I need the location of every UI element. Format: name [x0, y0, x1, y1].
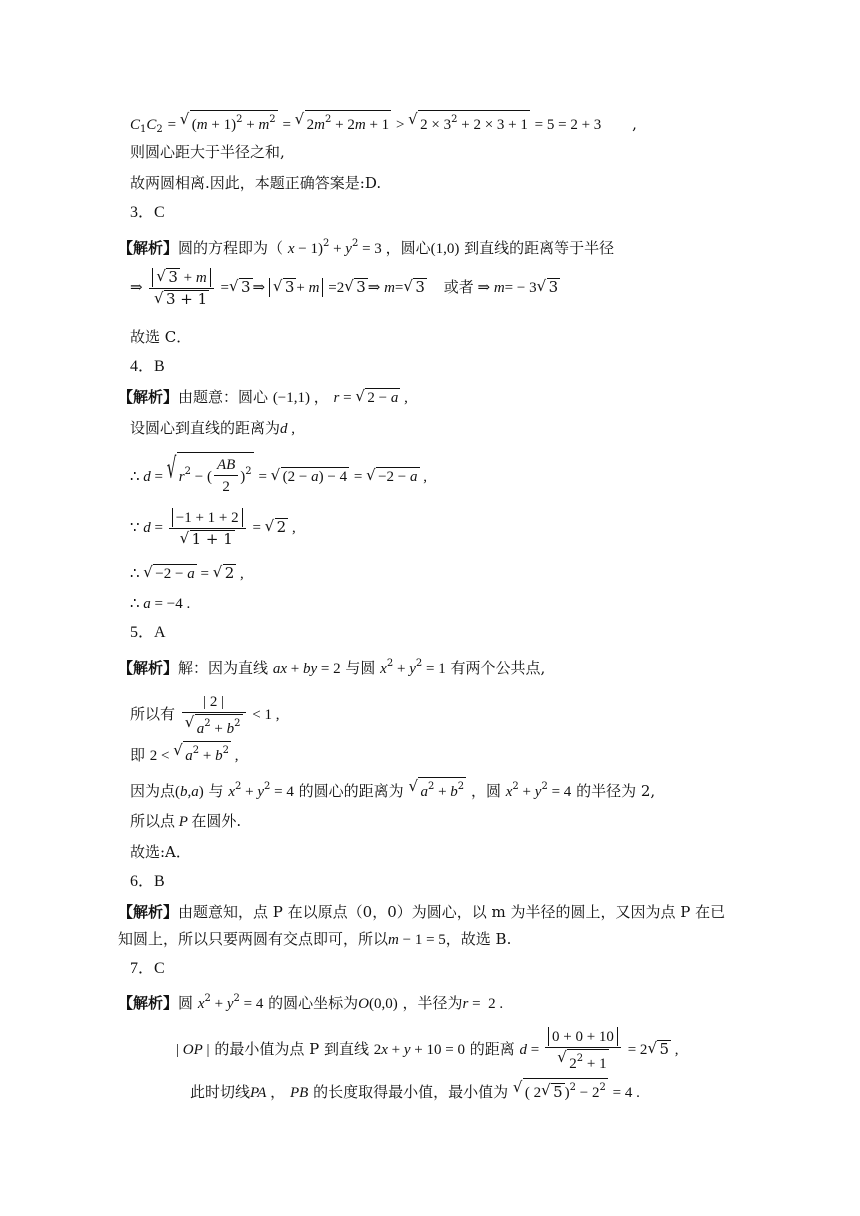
formula-line: ∵ d = −1 + 1 + 2 √ 1 + 1 = √ 2 ,	[130, 508, 296, 548]
formula-line: ∴ d = √ $r^2$ − ( $\frac{AB}{2}$ )$^2$ = √ (2 − a) − 4 = √ −2 − a ,	[130, 452, 427, 496]
question-number: 5．A	[130, 624, 166, 641]
formula-line: 此时切线PA ， PB 的长度取得最小值，最小值为 √ ( 2√ 5 )$^2 - 2^2 = 4$ .	[190, 1078, 640, 1103]
formula-line: | OP | 的最小值为点 P 到直线 2x + y + 10 = 0 的距离 d = 0 + 0 + 10 √ $2^2 + 1$ = 2√ 5 ,	[176, 1027, 678, 1073]
solution-line: 【解析】圆的方程即为（ $x - 1)^2 + y^2 = 3$ ，圆心(1,0) 到直线的距离等于半径	[118, 238, 615, 257]
question-number: 7．C	[130, 960, 165, 977]
text-line: 故两圆相离.因此，本题正确答案是:D.	[130, 174, 382, 192]
formula-line: ⇒ √ 3 + m √ 3 + 1 =√ 3 ⇒ √ 3 + m =2√ 3 ⇒ m=√ 3 或者 ⇒ m= − 3√ 3	[130, 268, 560, 308]
formula-line: ∴ a = −4 .	[130, 596, 191, 612]
solution-line: 【解析】解：因为直线 ax + by = 2 与圆 $x^2 + y^2 = 1$ 有两个公共点,	[118, 658, 546, 677]
formula-c1c2: $C_1C_2$ = √ $(m + 1)^2 + m^2$ = √ $2m^2 + 2m + 1$ > √ $2 \times 3^2 + 2 \times 3 + 1 = 5 = 2 + 3$ ,	[130, 110, 637, 140]
text-line: 故选:A．	[130, 843, 191, 861]
text-line: 设圆心到直线的距离为d ,	[130, 419, 296, 437]
solution-line: 知圆上，所以只要两圆有交点即可，所以m − 1 = 5，故选 B.	[118, 930, 512, 948]
formula-line: 即 2 < √ $a^2 + b^2$ ,	[130, 741, 238, 766]
solution-line: 【解析】由题意知，点 P 在以原点（0，0）为圆心，以 m 为半径的圆上，又因为点 P 在已	[118, 903, 726, 921]
question-number: 3．C	[130, 204, 165, 221]
question-number: 4．B	[130, 358, 165, 375]
formula-line: 所以有 | 2 | √ $a^2 + b^2$ < 1 ,	[130, 692, 280, 738]
question-number: 6．B	[130, 873, 165, 890]
solution-line: 【解析】圆 $x^2 + y^2 = 4$ 的圆心坐标为O(0,0) ，半径为r = 2 .	[118, 993, 504, 1012]
formula-line: 因为点(b,a) 与 $x^2 + y^2 = 4$ 的圆心的距离为 √ $a^2 + b^2$ ，圆 $x^2 + y^2 = 4$ 的半径为 2,	[130, 777, 655, 802]
text-line: 故选 C．	[130, 328, 192, 346]
solution-line: 【解析】由题意：圆心 (−1,1) ， r = √ 2 − a ,	[118, 387, 408, 408]
text-line: 所以点 P 在圆外.	[130, 812, 242, 830]
formula-line: ∴ √ −2 − a = √ 2 ,	[130, 563, 244, 584]
text-line: 则圆心距大于半径之和,	[130, 143, 285, 161]
